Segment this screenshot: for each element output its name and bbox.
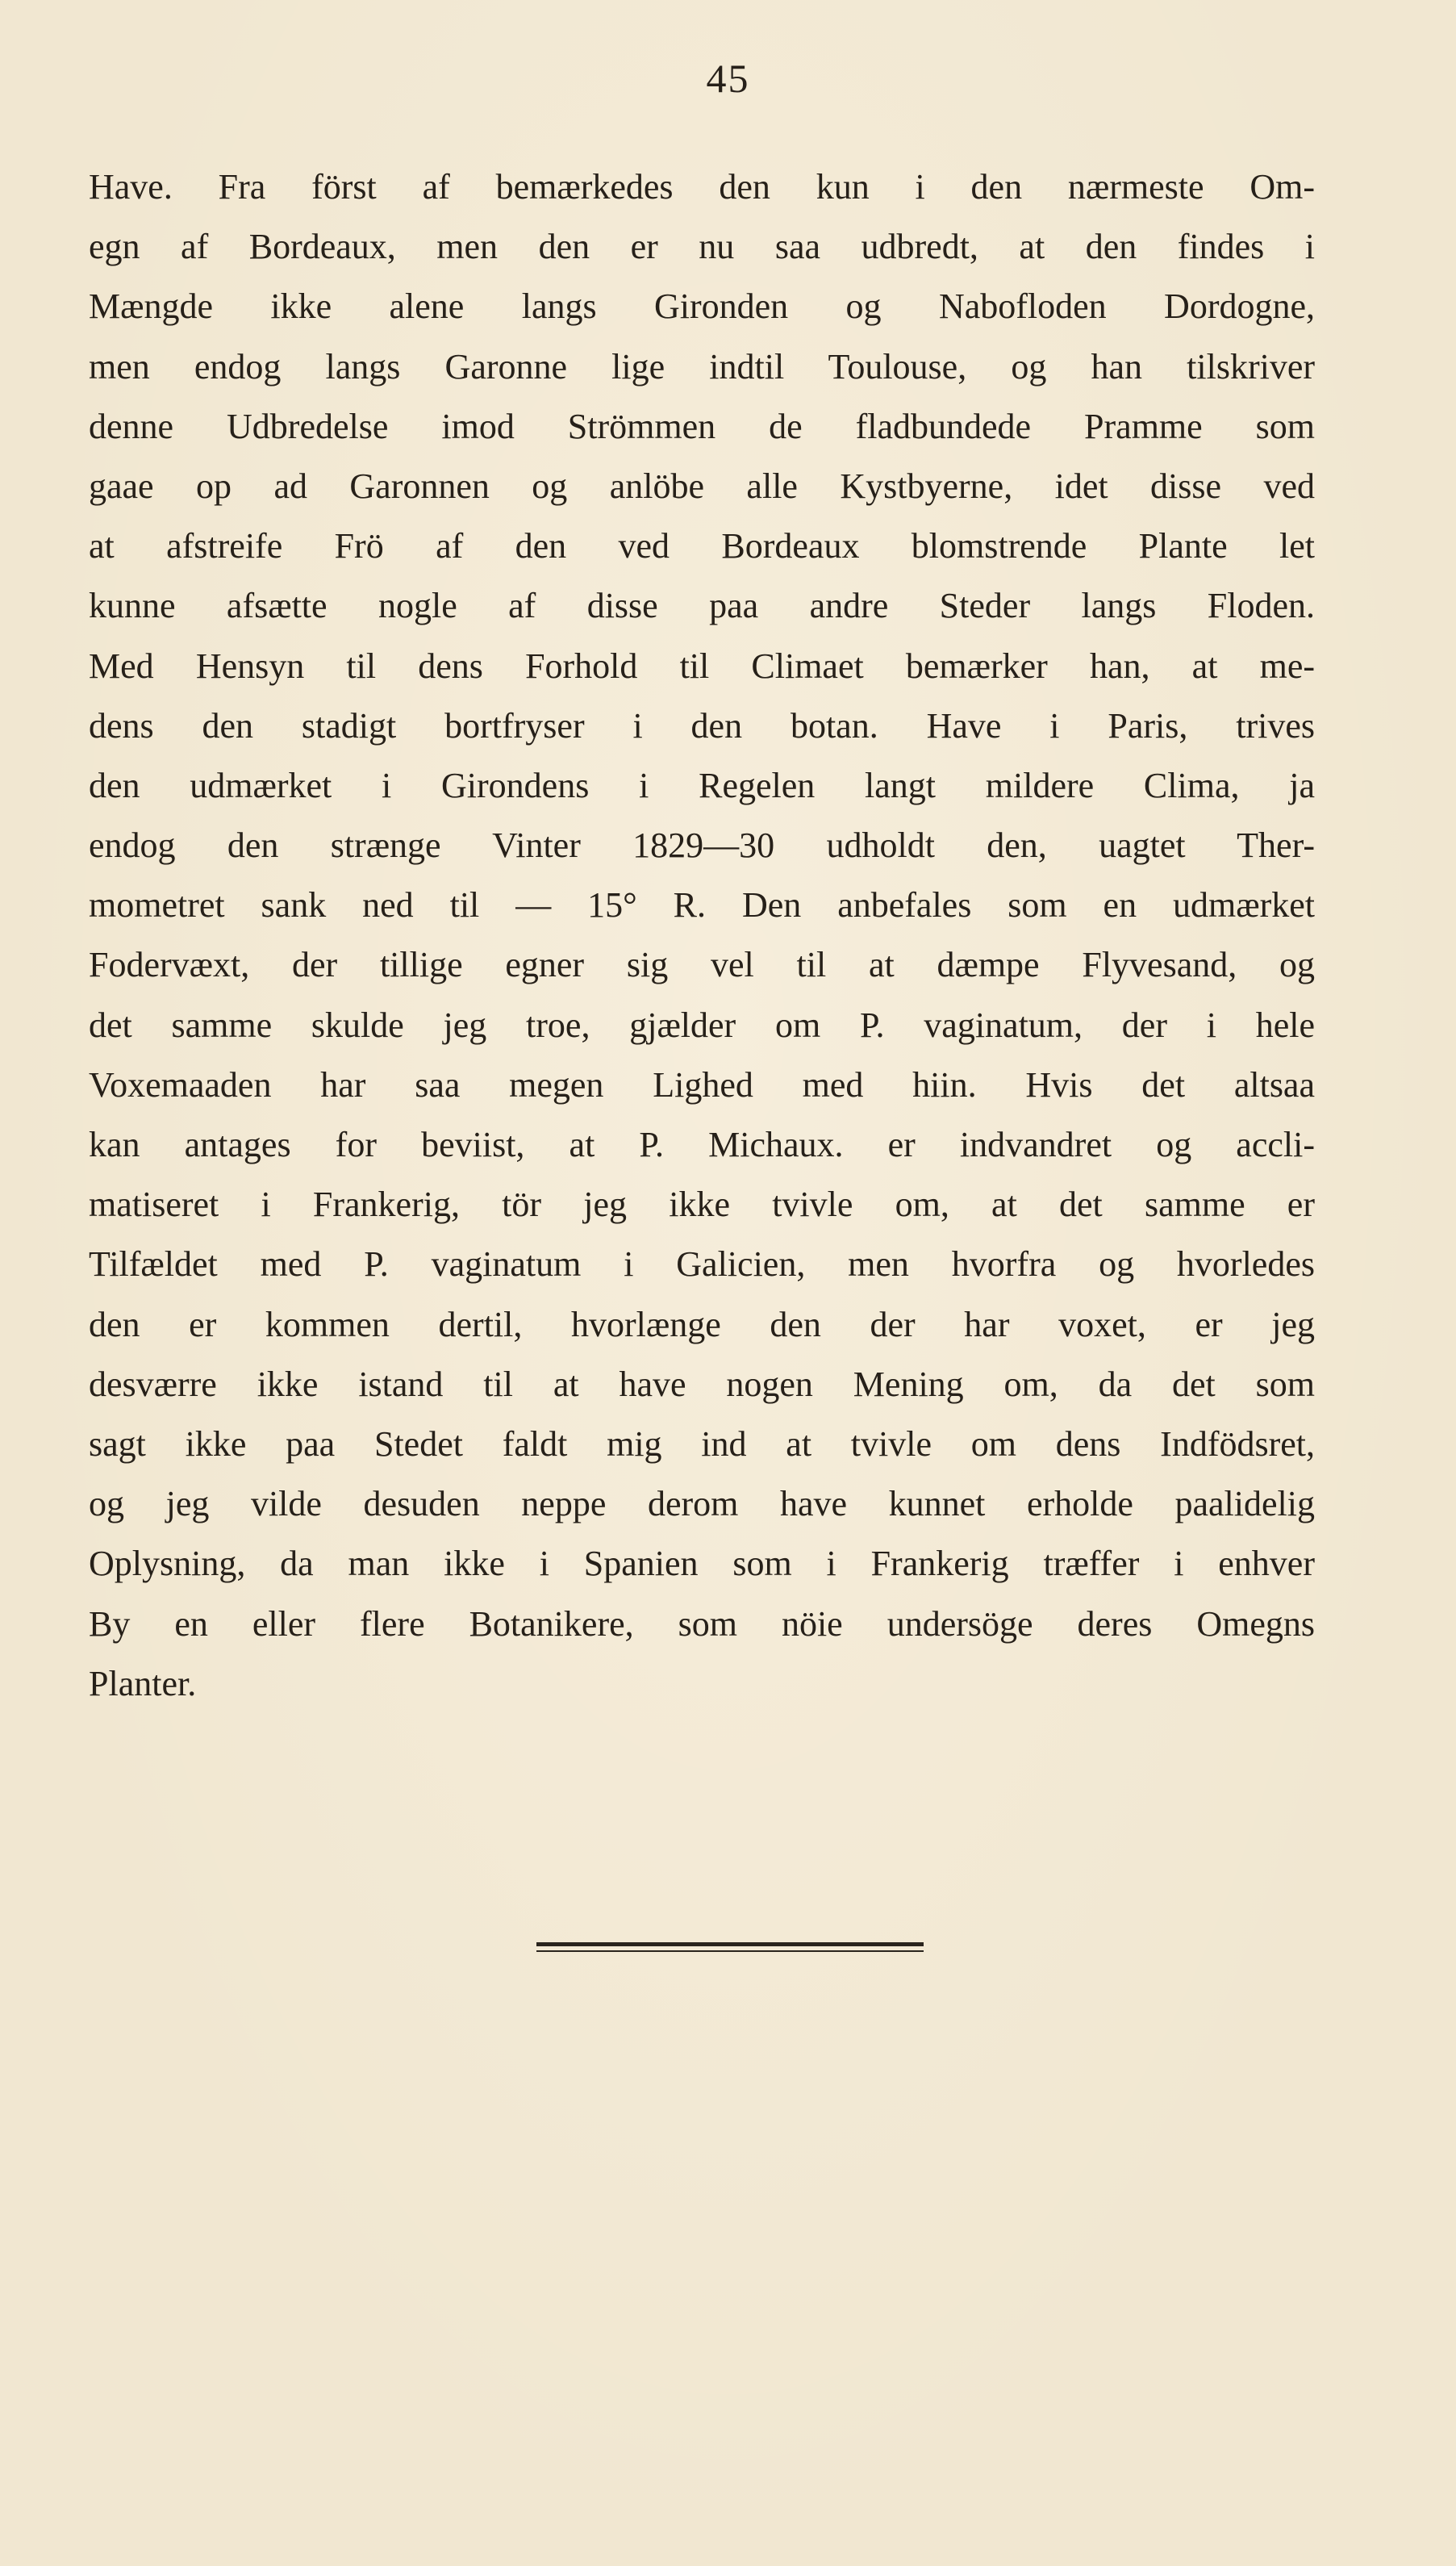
text-line: Planter.	[89, 1663, 197, 1703]
text-line: denne Udbredelse imod Strömmen de fladbundede Pramme som	[89, 406, 1315, 446]
text-line: Oplysning, da man ikke i Spanien som i Frankerig træffer i enhver	[89, 1544, 1315, 1584]
text-line: dens den stadigt bortfryser i den botan. Have i Paris, trives	[89, 705, 1315, 746]
section-divider-thin	[536, 1950, 924, 1952]
section-divider-thick	[536, 1942, 924, 1946]
body-text	[89, 157, 1315, 1714]
text-line: Have. Fra först af bemærkedes den kun i den nærmeste Om-	[89, 167, 1315, 207]
text-line: Med Hensyn til dens Forhold til Climaet bemærker han, at me-	[89, 646, 1315, 686]
text-line: matiseret i Frankerig, tör jeg ikke tvivle om, at det samme er	[89, 1185, 1315, 1225]
text-line: gaae op ad Garonnen og anlöbe alle Kystbyerne, idet disse ved	[89, 466, 1315, 506]
text-line: at afstreife Frö af den ved Bordeaux blomstrende Plante let	[89, 526, 1315, 566]
text-line: Fodervæxt, der tillige egner sig vel til at dæmpe Flyvesand, og	[89, 945, 1315, 985]
text-line: desværre ikke istand til at have nogen Mening om, da det som	[89, 1364, 1315, 1404]
text-line: men endog langs Garonne lige indtil Toulouse, og han tilskriver	[89, 346, 1315, 387]
text-line: og jeg vilde desuden neppe derom have kunnet erholde paalidelig	[89, 1484, 1315, 1524]
page-number: 45	[706, 56, 750, 101]
text-line: Mængde ikke alene langs Gironden og Nabofloden Dordogne,	[89, 286, 1315, 327]
text-line: mometret sank ned til — 15° R. Den anbefales som en udmærket	[89, 885, 1315, 926]
text-line: egn af Bordeaux, men den er nu saa udbredt, at den findes i	[89, 227, 1315, 267]
text-line: kunne afsætte nogle af disse paa andre Steder langs Floden.	[89, 586, 1315, 626]
text-line: kan antages for beviist, at P. Michaux. er indvandret og accli-	[89, 1125, 1315, 1164]
text-line: den er kommen dertil, hvorlænge den der har voxet, er jeg	[89, 1304, 1315, 1344]
text-line: det samme skulde jeg troe, gjælder om P. vaginatum, der i hele	[89, 1005, 1315, 1045]
text-line: Tilfældet med P. vaginatum i Galicien, men hvorfra og hvorledes	[89, 1244, 1315, 1285]
text-line: sagt ikke paa Stedet faldt mig ind at tvivle om dens Indfödsret,	[89, 1423, 1315, 1464]
text-line: By en eller flere Botanikere, som nöie undersöge deres Omegns	[89, 1603, 1315, 1644]
text-line: den udmærket i Girondens i Regelen langt mildere Clima, ja	[89, 765, 1315, 805]
text-line: endog den strænge Vinter 1829—30 udholdt den, uagtet Ther-	[89, 825, 1315, 866]
text-line: Voxemaaden har saa megen Lighed med hiin. Hvis det altsaa	[89, 1064, 1315, 1105]
